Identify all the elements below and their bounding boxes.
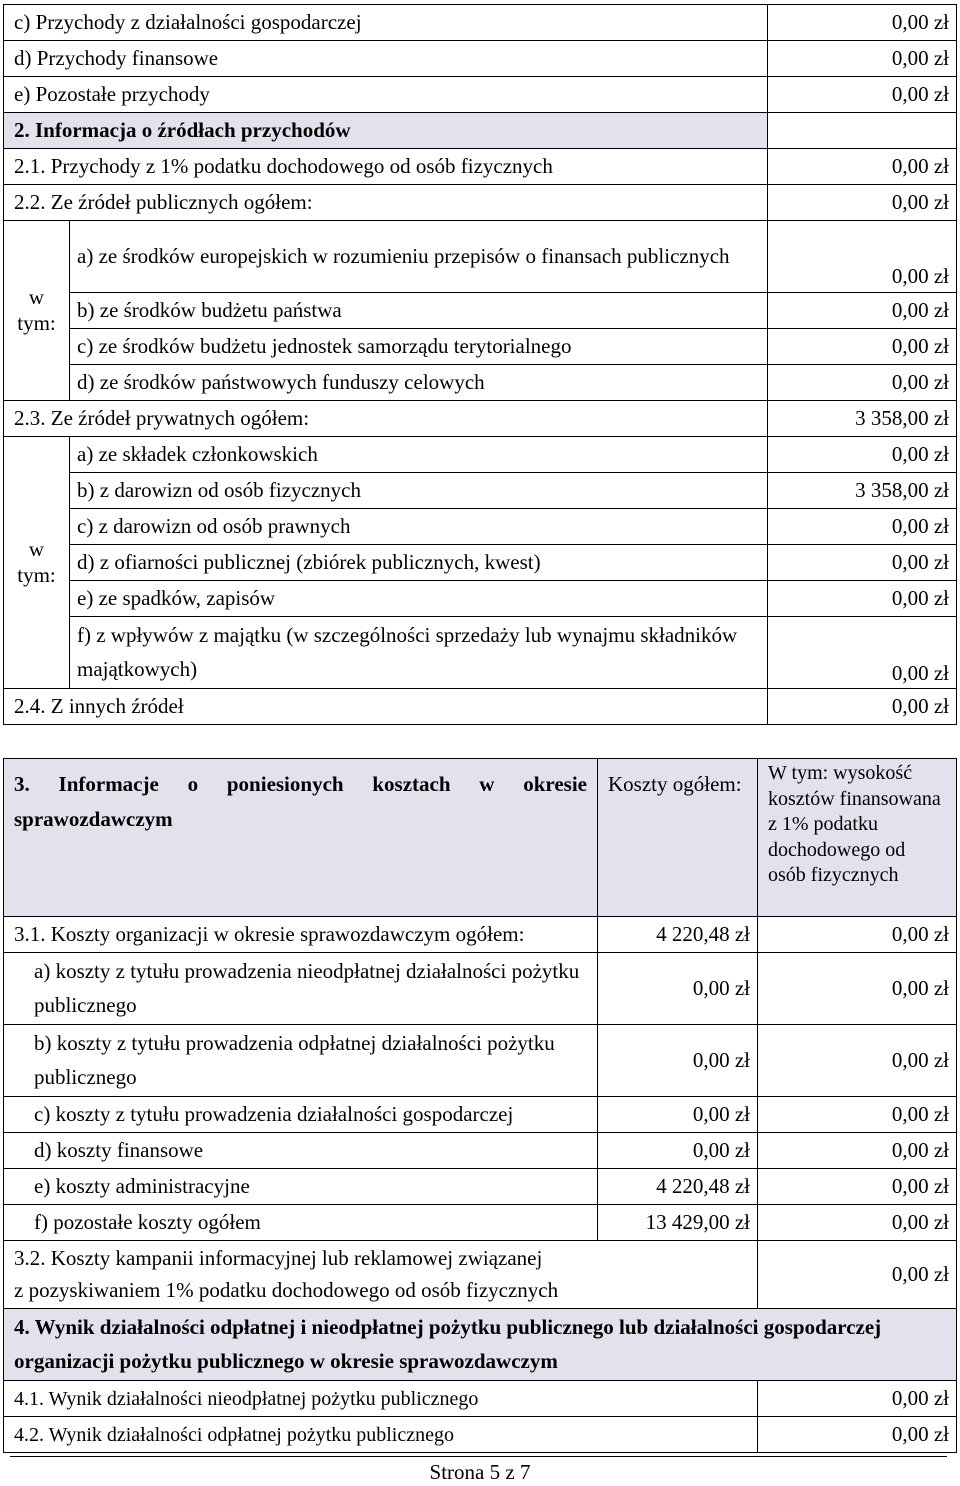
- row-amount: 0,00 zł: [768, 293, 957, 329]
- row-label-line1: 3.2. Koszty kampanii informacyjnej lub reklamowej związanej: [14, 1246, 543, 1271]
- row-amount: 0,00 zł: [768, 5, 957, 41]
- empty-cell: [768, 113, 957, 149]
- w-tym-line2: tym:: [17, 562, 56, 587]
- row-pct: 0,00 zł: [758, 1133, 957, 1169]
- table-row: [4, 185, 957, 221]
- row-amount: 0,00 zł: [768, 545, 957, 581]
- row-amount: 0,00 zł: [768, 41, 957, 77]
- row-amount: 0,00 zł: [768, 185, 957, 221]
- row-label: b) koszty z tytułu prowadzenia odpłatnej działalności pożytku publicznego: [4, 1025, 598, 1097]
- row-label: f) pozostałe koszty ogółem: [4, 1205, 598, 1241]
- table-row: [4, 365, 957, 401]
- row-amount: 3 358,00 zł: [768, 473, 957, 509]
- row-label: e) koszty administracyjne: [4, 1169, 598, 1205]
- row-total: 0,00 zł: [598, 1133, 758, 1169]
- table-row: [4, 221, 957, 293]
- table-row: [4, 689, 957, 725]
- table-row: [4, 1133, 957, 1169]
- row-label: e) ze spadków, zapisów: [70, 581, 768, 617]
- table-row: [4, 1417, 957, 1453]
- table-row: [4, 1097, 957, 1133]
- row-label: 4.2. Wynik działalności odpłatnej pożytku publicznego: [4, 1417, 758, 1453]
- table-row: [4, 617, 957, 689]
- row-amount: 0,00 zł: [768, 77, 957, 113]
- row-pct: 0,00 zł: [758, 1097, 957, 1133]
- row-amount: 0,00 zł: [768, 617, 957, 689]
- costs-1pct-header: W tym: wysokość kosztów finansowana z 1% podatku dochodowego od osób fizycznych: [758, 759, 957, 917]
- table-row: [4, 917, 957, 953]
- row-label: b) ze środków budżetu państwa: [70, 293, 768, 329]
- row-amount: 3 358,00 zł: [768, 401, 957, 437]
- row-label: c) Przychody z działalności gospodarczej: [4, 5, 768, 41]
- row-amount: 0,00 zł: [768, 581, 957, 617]
- row-label: 2.2. Ze źródeł publicznych ogółem:: [4, 185, 768, 221]
- row-label: [4, 1241, 758, 1309]
- row-label-line2: z pozyskiwaniem 1% podatku dochodowego od osób fizycznych: [14, 1277, 559, 1302]
- row-amount: 0,00 zł: [758, 1417, 957, 1453]
- table-row: [4, 329, 957, 365]
- row-label: a) koszty z tytułu prowadzenia nieodpłatnej działalności pożytku publicznego: [4, 953, 598, 1025]
- table-row: [4, 5, 957, 41]
- row-total: 0,00 zł: [598, 1025, 758, 1097]
- row-total: 0,00 zł: [598, 1097, 758, 1133]
- row-label: d) koszty finansowe: [4, 1133, 598, 1169]
- table-row: [4, 545, 957, 581]
- row-label: a) ze środków europejskich w rozumieniu przepisów o finansach publicznych: [70, 221, 768, 293]
- page-number: Strona 5 z 7: [429, 1460, 531, 1484]
- table-row: [4, 1309, 957, 1381]
- row-label: d) Przychody finansowe: [4, 41, 768, 77]
- row-amount: 0,00 zł: [758, 1381, 957, 1417]
- table-row: [4, 293, 957, 329]
- table-row: [4, 759, 957, 917]
- row-total: 0,00 zł: [598, 953, 758, 1025]
- row-label: b) z darowizn od osób fizycznych: [70, 473, 768, 509]
- costs-heading: 3. Informacje o poniesionych kosztach w okresie sprawozdawczym: [4, 759, 598, 917]
- row-label: c) koszty z tytułu prowadzenia działalności gospodarczej: [4, 1097, 598, 1133]
- row-label: c) ze środków budżetu jednostek samorządu terytorialnego: [70, 329, 768, 365]
- costs-total-header: Koszty ogółem:: [598, 759, 758, 917]
- costs-table: [3, 758, 957, 1453]
- table-row: [4, 1205, 957, 1241]
- row-pct: 0,00 zł: [758, 1205, 957, 1241]
- row-label: a) ze składek członkowskich: [70, 437, 768, 473]
- result-heading: 4. Wynik działalności odpłatnej i nieodpłatnej pożytku publicznego lub działalności gospodarczej organizacji pożytku publicznego w okresie sprawozdawczym: [4, 1309, 957, 1381]
- row-pct: 0,00 zł: [758, 1025, 957, 1097]
- row-amount: 0,00 zł: [758, 1241, 957, 1309]
- row-pct: 0,00 zł: [758, 1169, 957, 1205]
- table-row: [4, 1241, 957, 1309]
- row-label: 4.1. Wynik działalności nieodpłatnej pożytku publicznego: [4, 1381, 758, 1417]
- row-label: e) Pozostałe przychody: [4, 77, 768, 113]
- table-row: [4, 509, 957, 545]
- row-amount: 0,00 zł: [768, 329, 957, 365]
- w-tym-line1: w: [28, 284, 45, 309]
- row-label: c) z darowizn od osób prawnych: [70, 509, 768, 545]
- row-label: 2.1. Przychody z 1% podatku dochodowego od osób fizycznych: [4, 149, 768, 185]
- table-row: [4, 1381, 957, 1417]
- row-label: d) z ofiarności publicznej (zbiórek publicznych, kwest): [70, 545, 768, 581]
- row-total: 13 429,00 zł: [598, 1205, 758, 1241]
- w-tym-line1: w: [28, 536, 45, 561]
- row-label: 3.1. Koszty organizacji w okresie sprawozdawczym ogółem:: [4, 917, 598, 953]
- table-row: [4, 401, 957, 437]
- table-row: [4, 149, 957, 185]
- footer-divider: [10, 1456, 947, 1457]
- row-amount: 0,00 zł: [768, 365, 957, 401]
- table-row: [4, 953, 957, 1025]
- w-tym-line2: tym:: [17, 310, 56, 335]
- row-total: 4 220,48 zł: [598, 917, 758, 953]
- row-pct: 0,00 zł: [758, 953, 957, 1025]
- sources-heading: 2. Informacja o źródłach przychodów: [4, 113, 768, 149]
- table-row: [4, 1025, 957, 1097]
- table-row: [4, 77, 957, 113]
- row-total: 4 220,48 zł: [598, 1169, 758, 1205]
- row-label: f) z wpływów z majątku (w szczególności sprzedaży lub wynajmu składników majątkowych): [70, 617, 768, 689]
- table-row: [4, 473, 957, 509]
- row-pct: 0,00 zł: [758, 917, 957, 953]
- table-row: [4, 113, 957, 149]
- row-amount: 0,00 zł: [768, 437, 957, 473]
- table-row: [4, 437, 957, 473]
- row-label: d) ze środków państwowych funduszy celowych: [70, 365, 768, 401]
- row-label: 2.3. Ze źródeł prywatnych ogółem:: [4, 401, 768, 437]
- table-row: [4, 1169, 957, 1205]
- income-table: [3, 4, 957, 725]
- w-tym-label: [4, 221, 70, 401]
- w-tym-label: [4, 437, 70, 689]
- row-amount: 0,00 zł: [768, 689, 957, 725]
- table-row: [4, 581, 957, 617]
- table-row: [4, 41, 957, 77]
- row-amount: 0,00 zł: [768, 149, 957, 185]
- row-amount: 0,00 zł: [768, 221, 957, 293]
- row-amount: 0,00 zł: [768, 509, 957, 545]
- row-label: 2.4. Z innych źródeł: [4, 689, 768, 725]
